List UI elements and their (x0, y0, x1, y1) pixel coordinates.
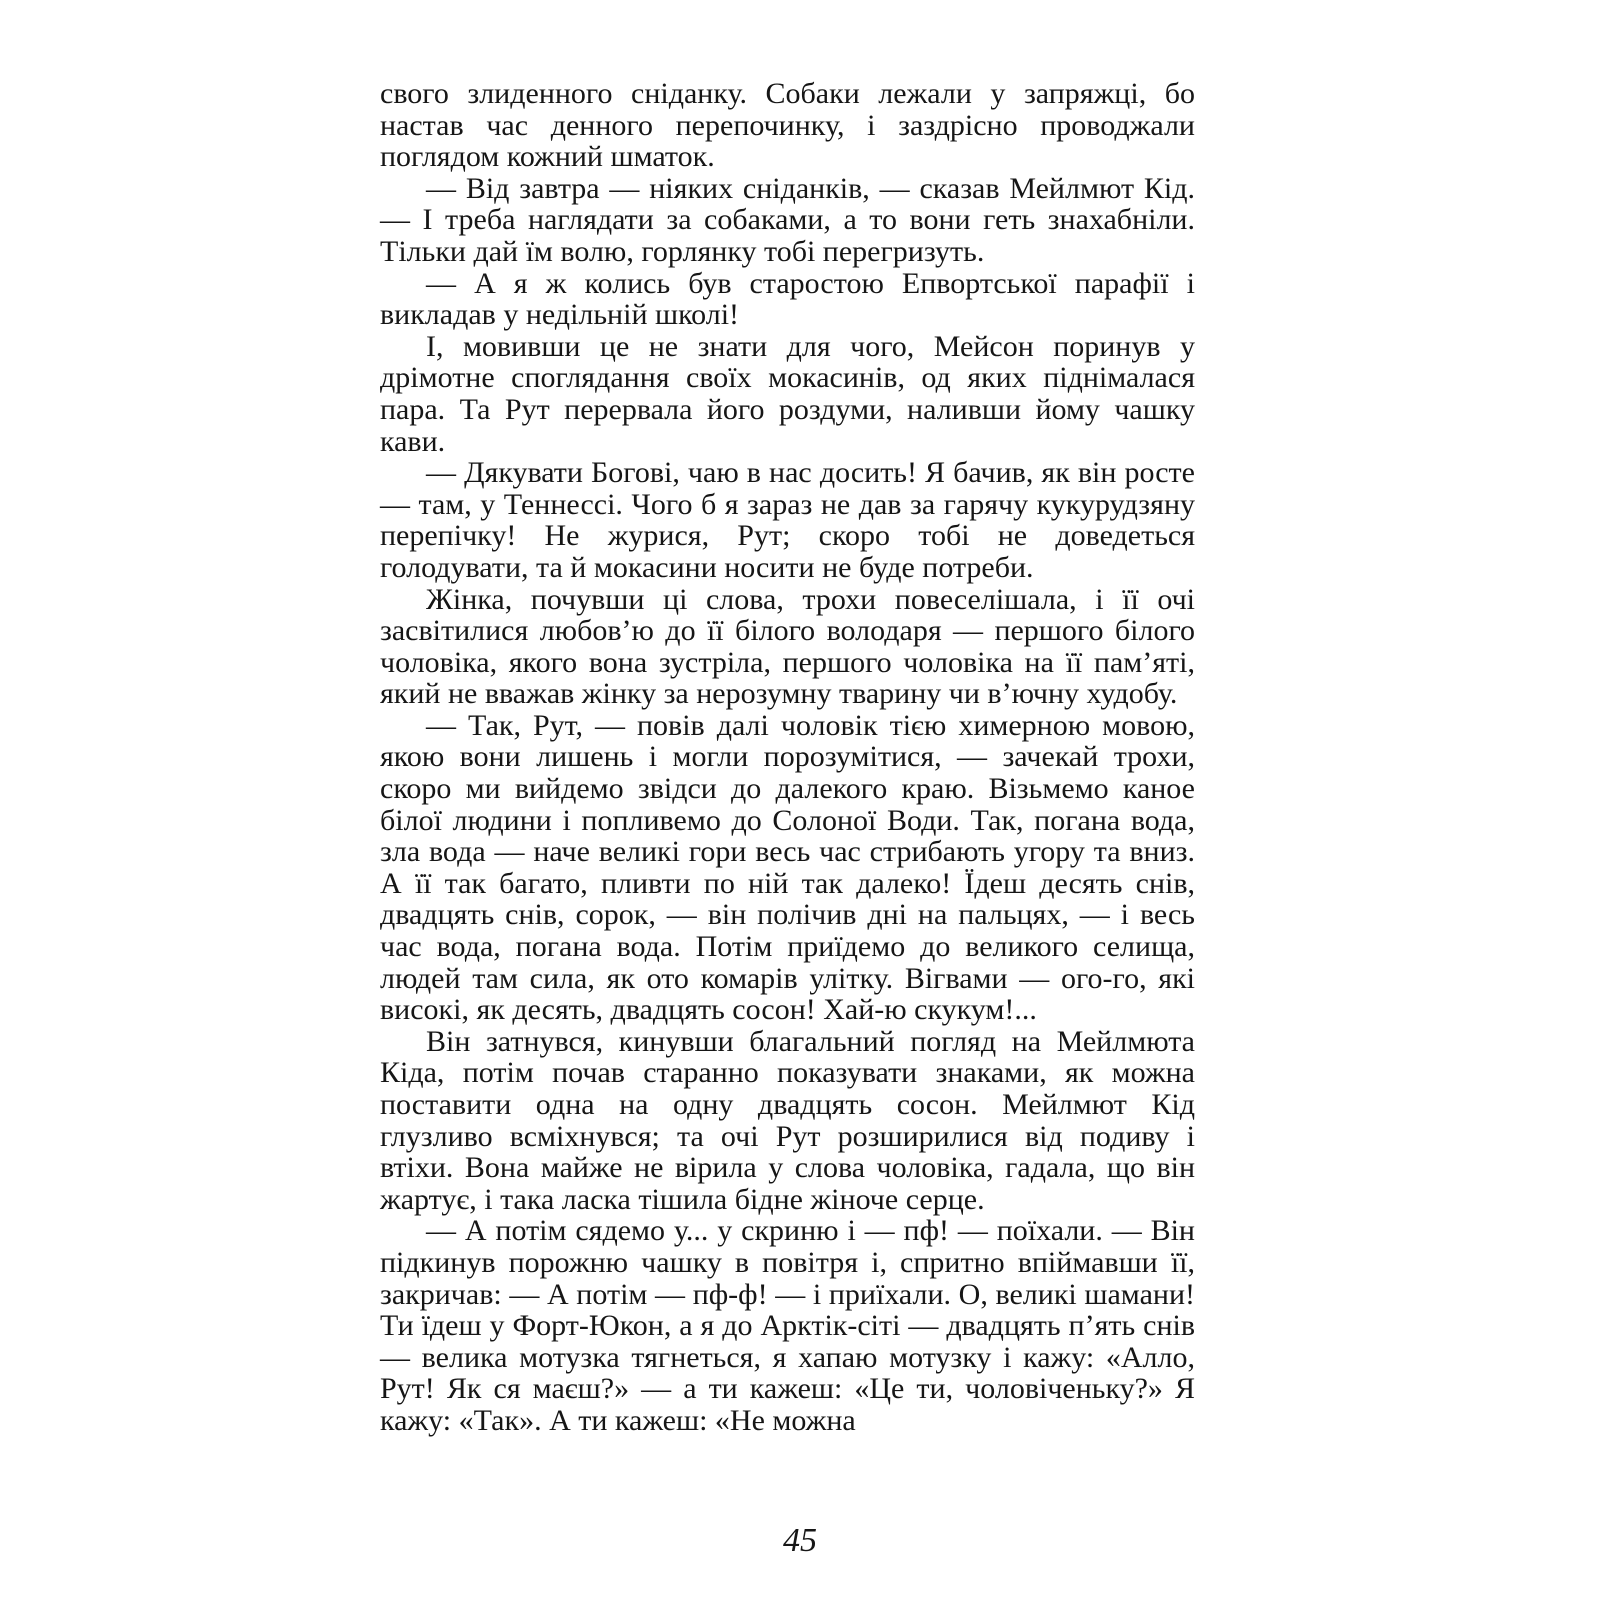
paragraph-3: — А я ж колись був старостою Епвортської парафії і викладав у недільній школі! (380, 266, 1195, 332)
paragraph-9: — А потім сядемо у... у скриню і — пф! — поїхали. — Він підкинув порожню чашку в повітря і, спритно впіймавши її, закричав: — А потім — пф-ф! — і приїхали. О, великі шамани! Ти їдеш у Форт-Юкон, а я до Арктік-сіті — двадцять п’ять снів — велика мотузка тягнеться, я хапаю мотузку і кажу: «Алло, Рут! Як ся маєш?» — а ти кажеш: «Це ти, чоловіченьку?» Я кажу: «Так». А ти кажеш: «Не можна (380, 1214, 1195, 1437)
page-body (380, 78, 1195, 1437)
paragraph-4: І, мовивши це не знати для чого, Мейсон поринув у дрімотне споглядання своїх мокасинів, од яких піднімалася пара. Та Рут перервала його роздуми, наливши йому чашку кави. (380, 329, 1195, 458)
paragraph-5: — Дякувати Богові, чаю в нас досить! Я бачив, як він росте — там, у Теннессі. Чого б я зараз не дав за гарячу кукурудзяну перепічку! Не журися, Рут; скоро тобі не доведеться голодувати, та й мокасини носити не буде потреби. (380, 456, 1195, 584)
paragraph-2: — Від завтра — ніяких сніданків, — сказав Мейлмют Кід. — І треба наглядати за собаками, а то вони геть знахабніли. Тільки дай їм волю, горлянку тобі перегризуть. (380, 171, 1195, 268)
paragraph-1: свого злиденного сніданку. Собаки лежали у запряжці, бо настав час денного перепочинку, і заздрісно проводжали поглядом кожний шматок. (380, 77, 1195, 174)
paragraph-7: — Так, Рут, — повів далі чоловік тією химерною мовою, якою вони лишень і могли порозумітися, — зачекай трохи, скоро ми вийдемо звідси до далекого краю. Візьмемо каное білої людини і попливемо до Солоної Води. Так, погана вода, зла вода — наче великі гори весь час стрибають угору та вниз. А її так багато, пливти по ній так далеко! Їдеш десять снів, двадцять снів, сорок, — він полічив дні на пальцях, — і весь час вода, погана вода. Потім приїдемо до великого селища, людей там сила, як ото комарів улітку. Вігвами — ого-го, які високі, як десять, двадцять сосон! Хай-ю скукум!... (380, 708, 1195, 1027)
page-number: 45 (783, 1522, 817, 1559)
paragraph-8: Він затнувся, кинувши благальний погляд на Мейлмюта Кіда, потім почав старанно показувати знаками, як можна поставити одна на одну двадцять сосон. Мейлмют Кід глузливо всміхнувся; та очі Рут розширилися від подиву і втіхи. Вона майже не вірила у слова чоловіка, гадала, що він жартує, і така ласка тішила бідне жіноче серце. (380, 1024, 1195, 1216)
paragraph-6: Жінка, почувши ці слова, трохи повеселішала, і її очі засвітилися любов’ю до її білого володаря — першого білого чоловіка, якого вона зустріла, першого чоловіка на її пам’яті, який не вважав жінку за нерозумну тварину чи в’ючну худобу. (380, 582, 1195, 711)
